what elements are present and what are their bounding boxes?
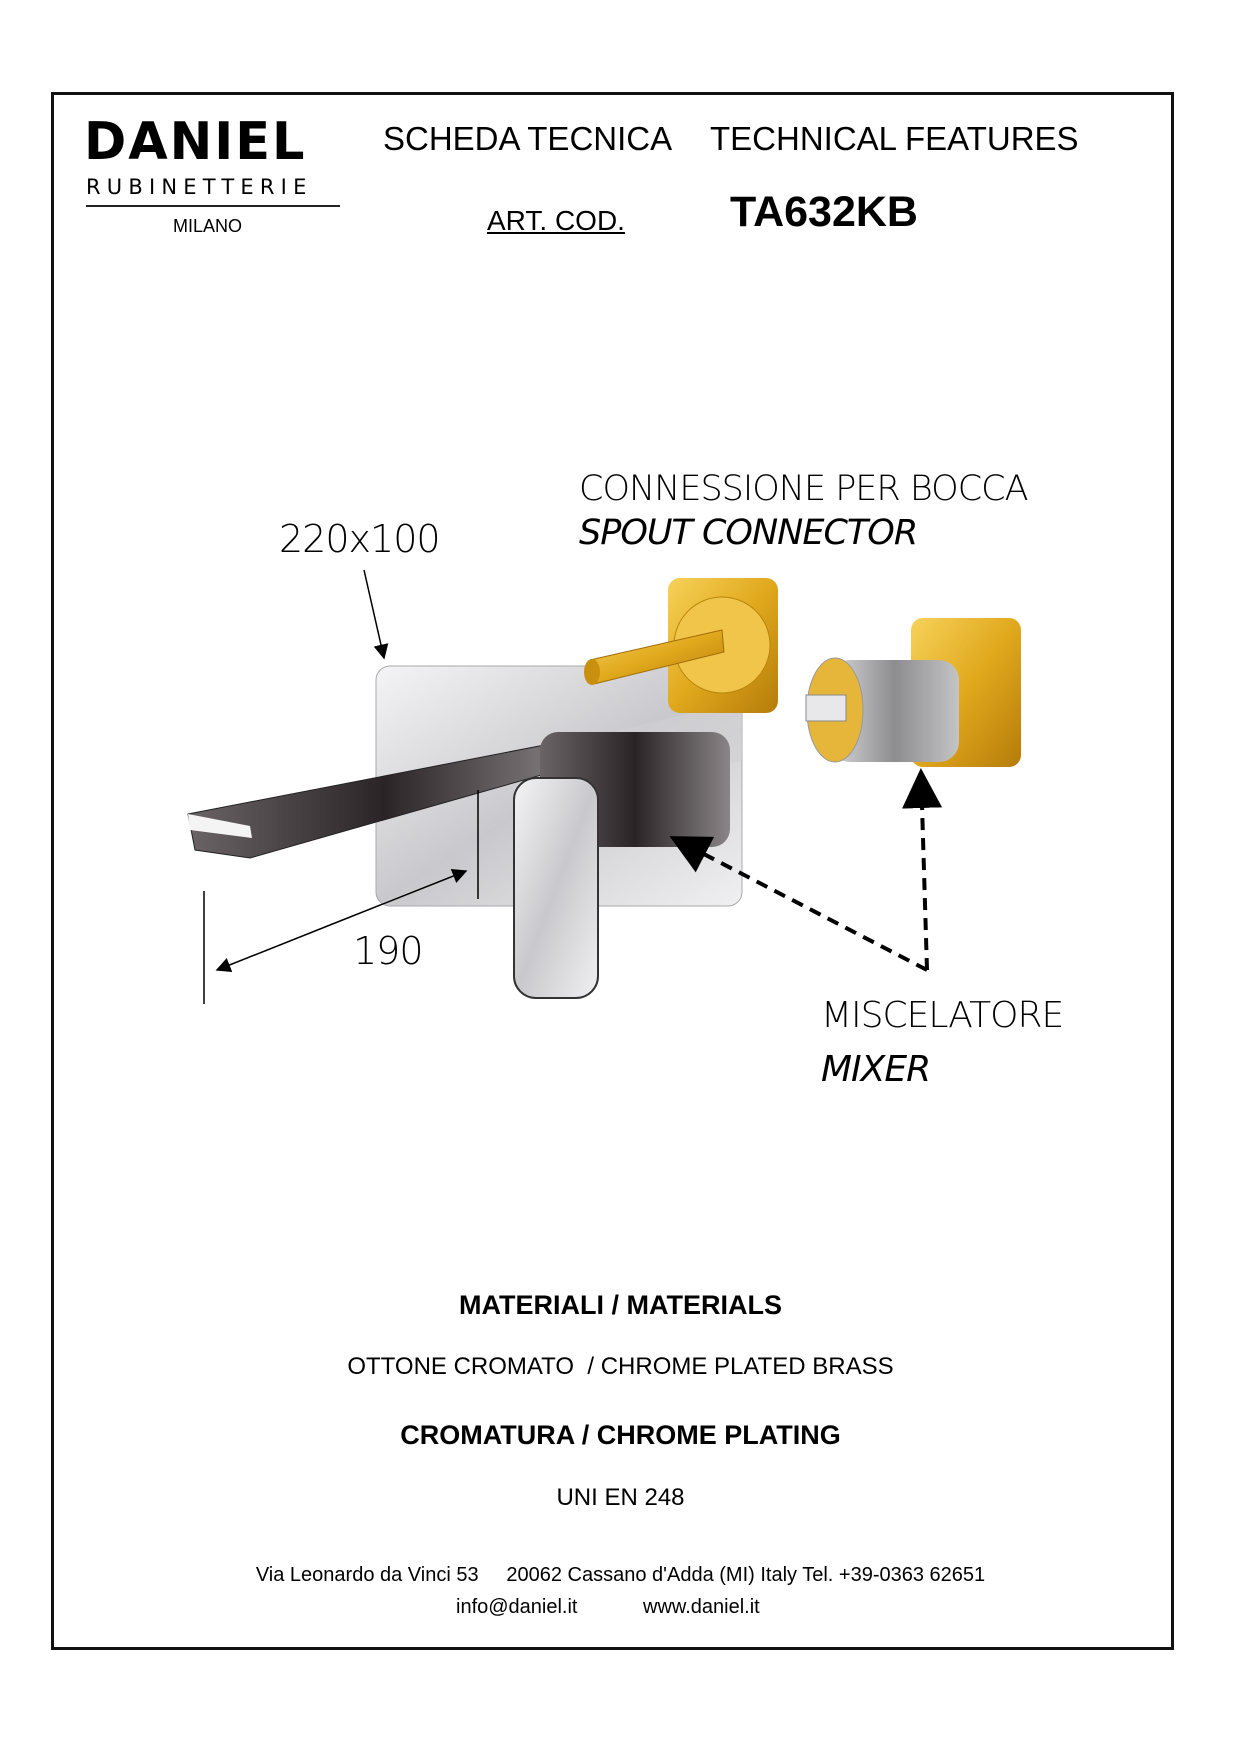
- plate-size-label: 220x100: [279, 517, 440, 561]
- brand-subtitle: RUBINETTERIE: [86, 175, 313, 199]
- connector-label-it: CONNESSIONE PER BOCCA: [579, 469, 1028, 509]
- plating-value: UNI EN 248: [556, 1484, 685, 1511]
- plating-heading: CROMATURA / CHROME PLATING: [400, 1420, 841, 1450]
- title-english: TECHNICAL FEATURES: [710, 120, 1079, 157]
- footer-email[interactable]: info@daniel.it: [456, 1596, 578, 1618]
- materials-heading: MATERIALI / MATERIALS: [459, 1290, 782, 1320]
- connector-label-en: SPOUT CONNECTOR: [579, 513, 918, 553]
- mixer-cartridge: [806, 618, 1021, 767]
- art-cod-label: ART. COD.: [487, 205, 625, 236]
- materials-value: OTTONE CROMATO / CHROME PLATED BRASS: [347, 1353, 894, 1380]
- spout-length-label: 190: [353, 929, 423, 973]
- brand-logo: DANIEL: [84, 112, 307, 172]
- footer-address: Via Leonardo da Vinci 53 20062 Cassano d'Adda (MI) Italy Tel. +39-0363 62651: [255, 1564, 986, 1586]
- footer-website[interactable]: www.daniel.it: [643, 1596, 760, 1618]
- mixer-label-en: MIXER: [821, 1049, 931, 1090]
- title-italian: SCHEDA TECNICA: [383, 120, 673, 157]
- mixer-label-it: MISCELATORE: [821, 995, 1064, 1036]
- article-code: TA632KB: [730, 188, 918, 236]
- brand-city: MILANO: [173, 216, 243, 236]
